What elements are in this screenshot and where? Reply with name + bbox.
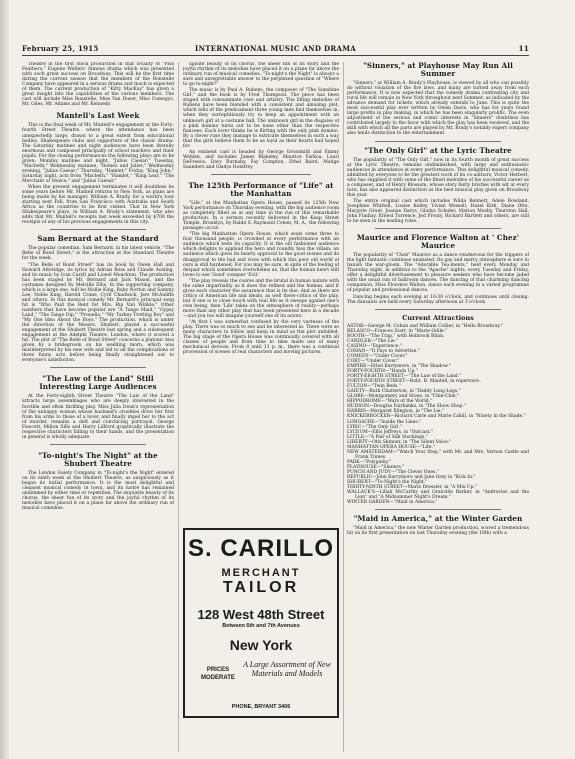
list-item: LYRIC—"The Only Girl." [347, 424, 402, 430]
list-item: COHAN—"It Pays to Advertise." [347, 348, 420, 354]
article-text: An eminent cast is headed by George Grossmith and Emmy Wehlen, and includes James Blakeley, Maurice Farkoa, Lauri DeFreece, Davy Burnaby, Fay Compton, Ethel Baird, Madge Saunders and Gladys Homfrey. [183, 149, 339, 170]
list-item: PLAYHOUSE—"Sinners." [347, 464, 405, 470]
headline-only-girl: "The Only Girl" at the Lyric Theatre [364, 145, 512, 155]
divider [211, 174, 311, 175]
headline-sam-bernard: Sam Bernard at the Standard [37, 234, 159, 244]
list-item: LIBERTY—Otis Skinner, in "The Silent Voice." [347, 439, 452, 445]
list-item: REPUBLIC—John Barrymore and Jane Grey in "Kick In." [347, 475, 476, 481]
divider [375, 309, 501, 310]
article-text: upisite beauty of its chorus, the sheer fun of its story and the joyful rhythm of its melodies have placed it on a plane far above the ordinary run of musical comedies. "To-night's the Night" is always a sure and unregrettable answer to the perplexed question of "Where to go to-night?" [183, 62, 339, 88]
column-1 [22, 62, 174, 752]
article-text: Theatre in the first stock production in that locality of "Plus Feathers," Eugene Walters' famous drama which was presented with such great success on Broadway. This will be the first time during the current season that the members of the Bonstelle Company have appeared in a serious drama and much is expected of them. The current production of "Kitty MacKay" has given a great insight into the capabilities of the various members. The cast will include Miss Bonstelle, Miss Van Duser, Miss Comegys, Mr. Giles, Mr. Adams and Mr. Kennedy. [22, 62, 174, 108]
masthead-date: February 25, 1915 [22, 44, 99, 53]
headline-mantell: Mantell's Last Week [56, 111, 140, 121]
divider [50, 444, 146, 445]
article-text: This is the final week of Mr. Mantell's engagement at the Forty-fourth Street Theatre, where the attendance has been unexpectedly large, drawn to a great extent from educational bodies, Shakespeare clubs and supporters of the classic drama. The Saturday matinee and night audiences have been literally enormous and composed principally of school teachers and their pupils. For the closing performances the following plays are to be given: Monday matinee and night, "Julius Caesar;" Tuesday, "Macbeth;" Wednesday matinee, "Romeo and Juliet;" Wednesday evening, "Julius Caesar;" Thursday, "Hamlet;" Friday, "King John;" Saturday night, acts from "Macbeth," "Hamlet," "King Lear," "The Merchant of Venice," and "Julius Caesar." [22, 123, 174, 184]
masthead-title: INTERNATIONAL MUSIC AND DRAMA [195, 44, 356, 53]
article-text: The popularity of "The Only Girl," now in its fourth month of great success at the Lyric Theatre, remains undiminished, with large and enthusiastic audiences in attendance at every performance. This delightful musical comedy, admitted by everyone to be the greatest work of its co-authors, Victor Herbert, who has supplied it with some of the finest melodies of his successful career as a composer, and of Henry Blossom, whose story fairly bristles with wit at every turn, has also appeared distinction as the best musical play given on Broadway this year. [347, 157, 529, 198]
list-item: PUNCH AND JUDY—"The Clever Ones." [347, 470, 439, 475]
article-text: When the present engagement terminates it will doubtless be some years before Mr. Mantell returns to New York, as plans are being made by his manager, William A. Brady, for a world's tour starting next Fall, from San Francisco with Australia and South Africa as the countries to be first visited. That in New York Shakespeare's plays, in William A. Brady's statement, who also adds that Mr. Mantell's receipts last week exceeded by $700 the receipts of any of his previous engagements in this city. [22, 184, 174, 226]
headline-law-of-the-land: "The Law of the Land" Still Interesting Large Audiences [39, 374, 157, 392]
article-text: "Life," at the Manhattan Opera House, passed its 125th New York performance on Thursday evening, with the big audience room as completely filled as at any time in the run of this remarkable production. In a sermon recently delivered in the Keap Street Temple, Brooklyn, by Rabbi S. Raymond Cohen, M. A., the following passages occur: [183, 200, 339, 232]
list-item: GLOBE—Montgomery and Stone, in "Chin-Chin." [347, 394, 460, 400]
current-attractions-list [347, 324, 529, 506]
article-text: "Maid in America," the new Winter Garden production, scored a tremendous hit on its first presentation on last Thursday evening (the 18th) with a [347, 526, 529, 537]
list-item: BOOTH—"The Trap," with Holbrook Blinn. [347, 333, 445, 339]
list-item: FORTY-FOURTH STREET—Robt. B. Mantell, in repertoire. [347, 379, 481, 385]
article-text: The popular comedian, Sam Bernard, in his latest vehicle, "The Belle of Bond Street," is the attraction at the Standard Theatre for the week. [22, 246, 174, 262]
ad-between: Between 6th and 7th Avenues [222, 623, 300, 629]
list-item: LONGACRE—"Inside the Lines." [347, 419, 422, 425]
ad-footer [193, 660, 331, 694]
list-item: HUDSON—Douglas Fairbanks, in "The Show Shop." [347, 404, 466, 410]
list-item: FULTON—"Twin Beds." [347, 384, 401, 390]
list-item: CANDLER—"The Lie." [347, 338, 399, 344]
ad-assortment: A Large Assortment of New Materials and Models [243, 660, 331, 678]
article-text: Dancing begins each evening at 10:30 o'clock, and continues until closing. The dansants are held every Saturday afternoon at 3 o'clock. [347, 294, 529, 305]
list-item: NEW AMSTERDAM—"Watch Your Step," with Mr. and Mrs. Vernon Castle and Frank Tinney. [347, 449, 529, 460]
page-binding-edge [0, 0, 9, 759]
ad-city: New York [229, 637, 293, 653]
column-rule [343, 62, 344, 752]
headline-chez-maurice: Maurice and Florence Walton at ' Chez' Maurice [356, 233, 520, 251]
list-item: HIPPODROME—"Wars of the World." [347, 399, 433, 405]
article-text: "The Belle of Bond Street" has its book by Owen Hall and Howard Atteridge, its lyrics by Adrian Ross and Claude Aveling, and its music by Ivan Caryll and Lionel Monckton. The production has been staged by Mr. Bernard and Jack Mason, and the costumes designed by Melville Ellis. In the supporting company, which is a large one, will be Mollie King, Ruby Norton and Sammy Lee, Nellie King, Harold Crane, Cyril Chadwick, Jere McAuliffe and others. In this musical comedy Mr. Bernard's principal song hit is "Who Paid the Rent for Mrs. Rip Van Winkle." Other numbers that have become popular are "A Tango Maid," "Gypsy Land," "The Tango Dip," "Prunella," "My Turkey Trotting Boy" and "My One Idea About the Boys." The production, which is under the direction of the Messrs. Shubert, played a successful engagement at the Shubert Theatre last spring and a subsequent engagement at the Adelphi Theatre, London, where it scored a hit. The plot of "The Belle of Bond Street" concerns a platonic kiss given by a bridegroom on his wedding morn, which was misinterpreted by his new wife and led to all the complications of three funny acts before being finally straightened out to everyone's satisfaction. [22, 262, 174, 364]
headline-tonights-the-night: "To-night's The Night" at the Shubert Theatre [38, 450, 158, 468]
article-text: "Sinners," at William A. Brady's Playhouse, is viewed by all who can possibly do without violation of the fire laws, and many are turned away from each performance. It is now expected that the comedy drama contrasting city and rural life will remain in New York throughout next Summer, as indicated by the advance demand for tickets, which already extends to June. This is quite the most successful play ever written by Owen Davis, who has for years found large profits in play making, in which he has been singularly prolific. The even adjustment of the serious and comic interests in "Sinners" doubtless has contributed largely to the favor with which the play has been received, and the skill with which all the parts are played by Mr. Brady's notably expert company also lends distinction to the entertainment. [347, 81, 529, 137]
list-item: CORT—"Under Cover." [347, 358, 400, 364]
list-item: GAIETY—Ruth Chatterton, in "Daddy Long-Legs." [347, 389, 461, 395]
divider [375, 141, 501, 142]
article-text: The popularity of "Chez" Maurice as a dance rendezvous for the trippers of the light fantastic continues unabated. Its gay and merry atmosphere is sure to banish the war-gloom. The "Adorable Tea-ments," held every Monday and Thursday night, in addition to the "Apache" nights, every Tuesday and Friday, offer a delightful divertissement to pleasure seekers who have become jaded with the usual run of ballroom dances. The dancing of that charming dancing companion, Miss Florence Walton, dance each evening in a varied programme of popular and professional dances. [347, 253, 529, 294]
headline-maid-in-america: "Maid in America," at the Winter Garden [353, 514, 523, 524]
article-text: At the Forty-eighth Street Theatre "The Law of the Land" attracts large assemblages who are deeply interested in the forcible and often thrilling play. Miss Julia Dean's representation of the unhappy woman whose husband's cruelties drive her first from his arms to those of a lover, and finally impel her to the act of murder, remains a deft and convincing portrayal. George Fawcett, Milton Sills and Harry Lillford graphically illustrate the respective characters falling to their hands, and the presentation in general is wholly adequate. [22, 394, 174, 440]
divider [50, 367, 146, 368]
ad-line-tailor: TAILOR [222, 579, 300, 596]
list-item: WINTER GARDEN—"Maid in America." [347, 500, 438, 506]
ad-phone: PHONE, BRYANT 3406 [231, 704, 291, 710]
list-item: EMPIRE—Ethel Barrymore, in "The Shadow." [347, 364, 451, 370]
list-item: BELASCO—Frances Starr, in "Marie-Odile." [347, 328, 448, 334]
list-item: MANHATTAN OPERA HOUSE—"Life." [347, 444, 435, 450]
article-text: The music is by Paul A. Rubens, the composer of "The Sunshine Girl," and the book is by Fred Thompson. The piece has been staged with consummate care and artistry. The lilting melodies of Rubens have been blended with a consistent and amusing plot, which tells of the predicament three young men find themselves in, when they surreptitiously try to keep an appointment with an unknown girl at a costume ball. The unknown girl in the disguise of a pink domino turns out to be none other than the respective fiancees. Each lover thinks he is flirting with the only pink domino. By a clever ruse they manage to extricate themselves in such a way that the girls believe them to be as loyal as their hearts had hoped for. [183, 88, 339, 149]
current-attractions-heading: Current Attractions [402, 313, 474, 322]
list-item: HARRIS—Margaret Illington, in "The Lie." [347, 409, 444, 415]
masthead-rule [22, 55, 529, 56]
list-item: COMEDY—"Under Cover." [347, 353, 408, 359]
article-text: The entire original cast which includes Wilda Bennett, Adele Rowland, Josephine Whittell, Louise Kelley, Vivian Wessell, Hazel Kirk, Diane Otte, Marjorie Gruet, Joanne Darys, Gladys Schuler, Marion Mosby, Thurston Hall, John Findlay, Ernest Torrence, Jed Prouty, Richard Bartlett and others, are still to be seen in the leading roles. [347, 198, 529, 225]
ad-address: 128 West 48th Street [197, 607, 325, 622]
list-item: PARK—"Polygamy." [347, 459, 391, 465]
list-item: CASINO—"Experience." [347, 343, 402, 349]
list-item: KNICKERBOCKER—Richard Carle and Marie Cahill, in "Ninety in the Shade." [347, 414, 526, 420]
list-item: LYCEUM—Ellis Jeffreys, in "Outcast." [347, 429, 433, 435]
divider [50, 229, 146, 230]
page-number: 11 [518, 44, 529, 53]
ad-name: S. CARILLO [188, 535, 334, 562]
divider [375, 509, 501, 510]
list-item: WALLACK'S—Lillah McCarthy and Granville Barker, in "Androcles and the Lion" and "A Midsummer Night's Dream." [347, 490, 529, 501]
list-item: FORTY-EIGHTH STREET—"The Law of the Land." [347, 374, 462, 380]
article-text: The London Gaiety Company in "To-night's the Night" entered on its ninth week at the Shubert Theatre, as auspiciously as it began its initial performance. It is the most delightful and cleanest musical comedy in town, and its lustre has remained undimmed by either time or repetition. The exquisite beauty of its chorus, the sheer fun of its story and the joyful rhythm of its melodies have placed it on a plane far above the ordinary run of musical comedies. [22, 470, 174, 512]
list-item: LITTLE—"A Pair of Silk Stockings." [347, 434, 428, 440]
list-item: THIRTY-NINTH STREET—Marie Dressler, in "A Mix-Up." [347, 485, 477, 491]
article-text: "The play reveals the coarse and the brutal in human nature with the same impartiality as it does the refined and the human, and it gives each character the assurance that is its due. And as there are critics of American life and ideals, as well there-critics of the play, but if one is to close touch with real life as it sweeps against one's own being, then 'Life' takes on the atmosphere of reality—perhaps more than any other play that has been presented here in a decade—and you too will imagine yourself one of its actors. [183, 278, 339, 320]
list-item: ASTOR—George M. Cohan and William Collier, in "Hello Broadway." [347, 323, 503, 329]
article-text: "The big Manhattan Opera House, which seats some three to four thousand people, is crowded at every performance with an audience which tests its capacity. It is the old fashioned audience which delights to applaud the hero and roundly hiss the villain; an audience which gives its hearty approval to the good scenes and its disapproval to the bad and vices with which this poor old world of ours is still burdened. For you may be sure, in spite of the feeling of despair which sometimes overwhelms us, that the human heart still loves to see 'Good' conquer 'Evil.' [183, 232, 339, 278]
ad-prices: PRICES MODERATE [201, 667, 235, 681]
column-rule [178, 62, 179, 752]
ad-line-merchant: MERCHANT [221, 567, 301, 579]
list-item: FORTY-FOURTH—"Hands Up." [347, 369, 418, 375]
column-3 [347, 62, 529, 752]
list-item: SHUBERT—"To-Night's the Night." [347, 480, 428, 486]
divider [375, 228, 501, 229]
carillo-tailor-advertisement [183, 528, 339, 718]
article-text: "At first I was somewhat confused by the very vastness of the play. There was so much to see and be interested in. There were so many characters to follow and keep in mind as the plot unfolded. The big stage of the Opera House was continually covered with all classes of people and from time to time made use of many mechanical devices. From 8 until 11 p. m., there was a continual procession of scenes of real characters and moving pictures. [183, 320, 339, 356]
headline-sinners: "Sinners," at Playhouse May Run All Summer [363, 62, 513, 78]
column-2 [183, 62, 339, 562]
headline-life-manhattan: The 125th Performance of "Life" at the Manhattan [188, 180, 334, 198]
